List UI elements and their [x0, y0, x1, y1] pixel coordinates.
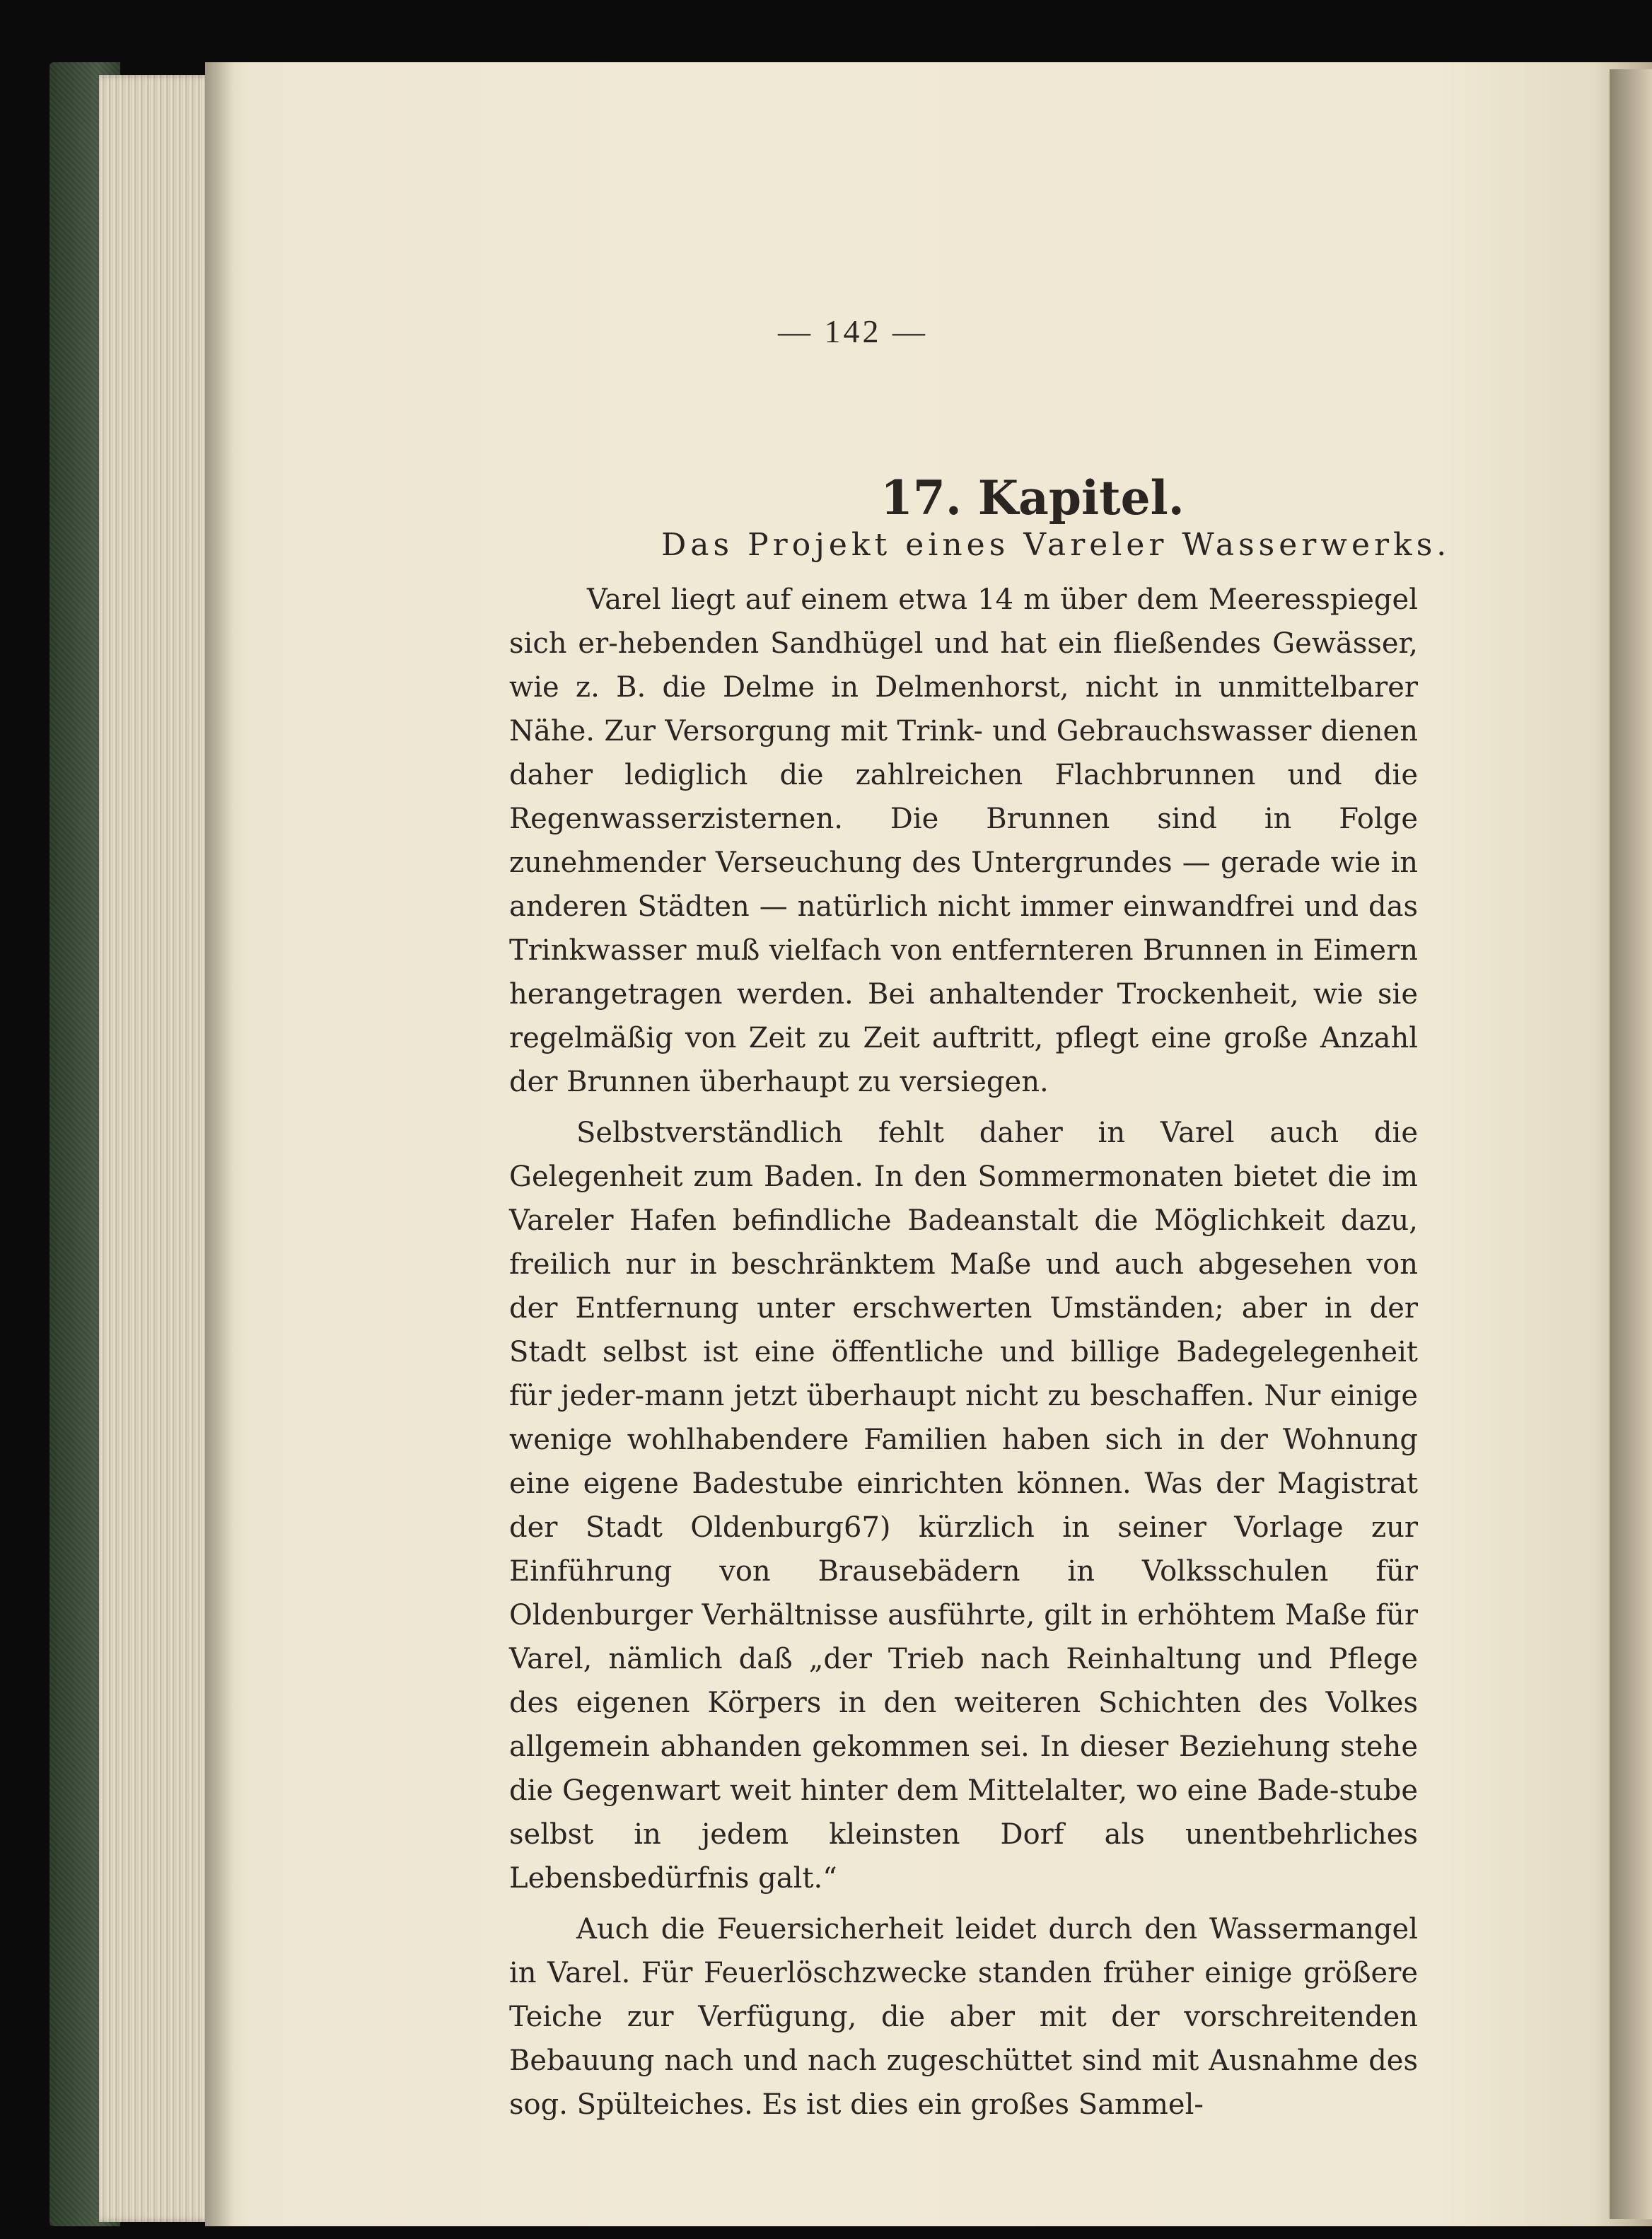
- facing-page-edge: [1610, 69, 1652, 2219]
- paragraph-1: Varel liegt auf einem etwa 14 m über dem Meeresspiegel sich er-hebenden Sandhügel und hat ein fließendes Gewässer, wie z. B. die Delme in Delmenhorst, nicht in unmittelbarer Nähe. Zur Versorgung mit Trink- und Gebrauchswasser dienen daher lediglich die zahlreichen Flachbrunnen und die Regenwasserzisternen. Die Brunnen sind in Folge zunehmender Verseuchung des Untergrundes — gerade wie in anderen Städten — natürlich nicht immer einwandfrei und das Trinkwasser muß vielfach von entfernteren Brunnen in Eimern herangetragen werden. Bei anhaltender Trockenheit, wie sie regelmäßig von Zeit zu Zeit auftritt, pflegt eine große Anzahl der Brunnen überhaupt zu versiegen.: [509, 583, 1418, 1098]
- paragraph-2: Selbstverständlich fehlt daher in Varel auch die Gelegenheit zum Baden. In den Sommermonaten bietet die im Vareler Hafen befindliche Badeanstalt die Möglichkeit dazu, freilich nur in beschränktem Maße und auch abgesehen von der Entfernung unter erschwerten Umständen; aber in der Stadt selbst ist eine öffentliche und billige Badegelegenheit für jeder-mann jetzt überhaupt nicht zu beschaffen. Nur einige wenige wohlhabendere Familien haben sich in der Wohnung eine eigene Badestube einrichten können. Was der Magistrat der Stadt Oldenburg67) kürzlich in seiner Vorlage zur Einführung von Brausebädern in Volksschulen für Oldenburger Verhältnisse ausführte, gilt in erhöhtem Maße für Varel, nämlich daß „der Trieb nach Reinhaltung und Pflege des eigenen Körpers in den weiteren Schichten des Volkes allgemein abhanden gekommen sei. In dieser Beziehung stehe die Gegenwart weit hinter dem Mittelalter, wo eine Bade-stube selbst in jedem kleinsten Dorf als unentbehrliches Lebensbedürfnis galt.“: [509, 1117, 1418, 1895]
- page-number: — 142 —: [778, 313, 928, 349]
- chapter-title: 17. Kapitel.: [880, 470, 1185, 525]
- paragraph-3: Auch die Feuersicherheit leidet durch den Wassermangel in Varel. Für Feuerlöschzwecke standen früher einige größere Teiche zur Verfügung, die aber mit der vorschreitenden Bebauung nach und nach zugeschüttet sind mit Ausnahme des sog. Spülteiches. Es ist dies ein großes Sammel-: [509, 1913, 1418, 2121]
- body-text: [509, 578, 1418, 2134]
- chapter-subtitle: Das Projekt eines Vareler Wasserwerks.: [661, 527, 1451, 563]
